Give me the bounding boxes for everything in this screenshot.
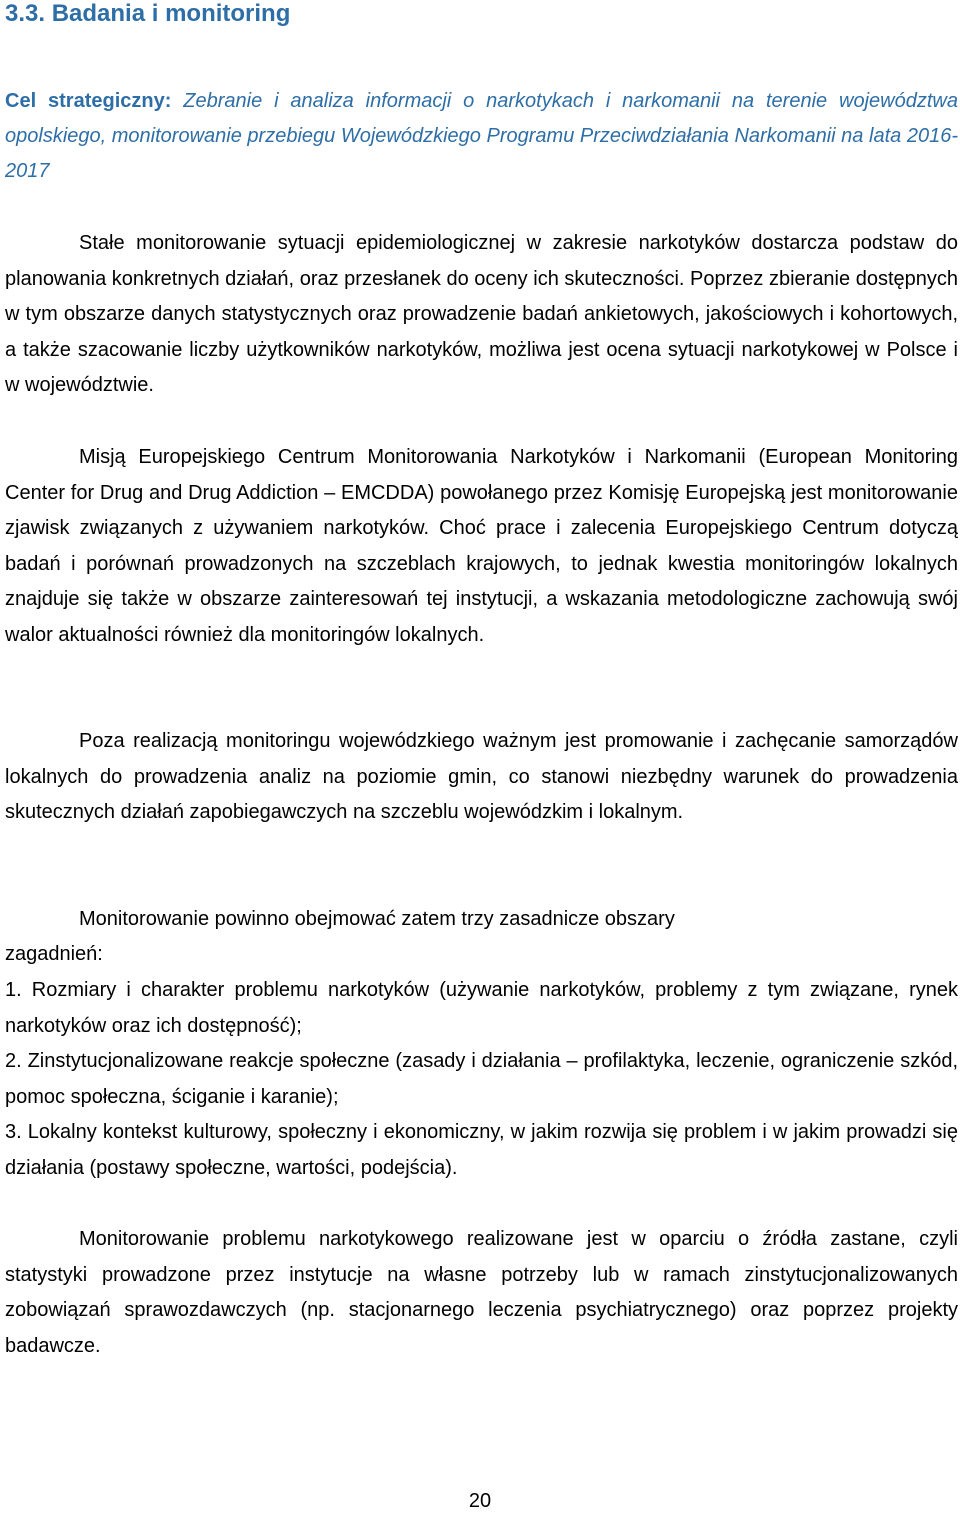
paragraph-monitoring-sources: Monitorowanie problemu narkotykowego realizowane jest w oparciu o źródła zastane, czyli statystyki prowadzone przez instytucje na własne potrzeby lub w ramach zinstytucjonalizowanych zobowiązań sprawozdawczych (np. stacjonarnego leczenia psychiatrycznego) oraz poprzez projekty badawcze. <box>5 1228 958 1357</box>
list-item-social-reactions: 2. Zinstytucjonalizowane reakcje społeczne (zasady i działania – profilaktyka, leczenie, ograniczenie szkód, pomoc społeczna, ściganie i karanie); <box>5 1050 958 1108</box>
section-heading: 3.3. Badania i monitoring <box>5 0 291 27</box>
strategic-goal-label: Cel strategiczny: <box>5 90 172 112</box>
paragraph-emcdda-mission: Misją Europejskiego Centrum Monitorowania Narkotyków i Narkomanii (European Monitoring Center for Drug and Drug Addiction – EMCDDA) powołanego przez Komisję Europejską jest monitorowanie zjawisk związanych z używaniem narkotyków. Choć prace i zalecenia Europejskiego Centrum dotyczą badań i porównań prowadzonych na szczeblach krajowych, to jednak kwestia monitoringów lokalnych znajduje się także w obszarze zainteresowań tej instytucji, a wskazania metodologiczne zachowują swój walor aktualności również dla monitoringów lokalnych. <box>5 446 958 646</box>
paragraph-areas-intro-continued: zagadnień: <box>5 943 103 965</box>
list-item-local-context: 3. Lokalny kontekst kulturowy, społeczny i ekonomiczny, w jakim rozwija się problem i w jakim prowadzi się działania (postawy społeczne, wartości, podejścia). <box>5 1121 958 1179</box>
paragraph-areas-intro: Monitorowanie powinno obejmować zatem trzy zasadnicze obszary <box>79 908 675 930</box>
strategic-goal <box>5 84 958 189</box>
list-item-problem-scale: 1. Rozmiary i charakter problemu narkotyków (używanie narkotyków, problemy z tym związane, rynek narkotyków oraz ich dostępność); <box>5 979 958 1037</box>
paragraph-local-monitoring: Poza realizacją monitoringu wojewódzkiego ważnym jest promowanie i zachęcanie samorządów lokalnych do prowadzenia analiz na poziomie gmin, co stanowi niezbędny warunek do prowadzenia skutecznych działań zapobiegawczych na szczeblu wojewódzkim i lokalnym. <box>5 730 958 823</box>
page-number: 20 <box>468 1490 492 1512</box>
strategic-goal-text: Zebranie i analiza informacji o narkotykach i narkomanii na terenie województwa opolskiego, monitorowanie przebiegu Wojewódzkiego Programu Przeciwdziałania Narkomanii na lata 2016-2017 <box>5 90 958 182</box>
paragraph-monitoring-epidemiology: Stałe monitorowanie sytuacji epidemiologicznej w zakresie narkotyków dostarcza podstaw do planowania konkretnych działań, oraz przesłanek do oceny ich skuteczności. Poprzez zbieranie dostępnych w tym obszarze danych statystycznych oraz prowadzenie badań ankietowych, jakościowych i kohortowych, a także szacowanie liczby użytkowników narkotyków, możliwa jest ocena sytuacji narkotykowej w Polsce i w województwie. <box>5 232 958 396</box>
